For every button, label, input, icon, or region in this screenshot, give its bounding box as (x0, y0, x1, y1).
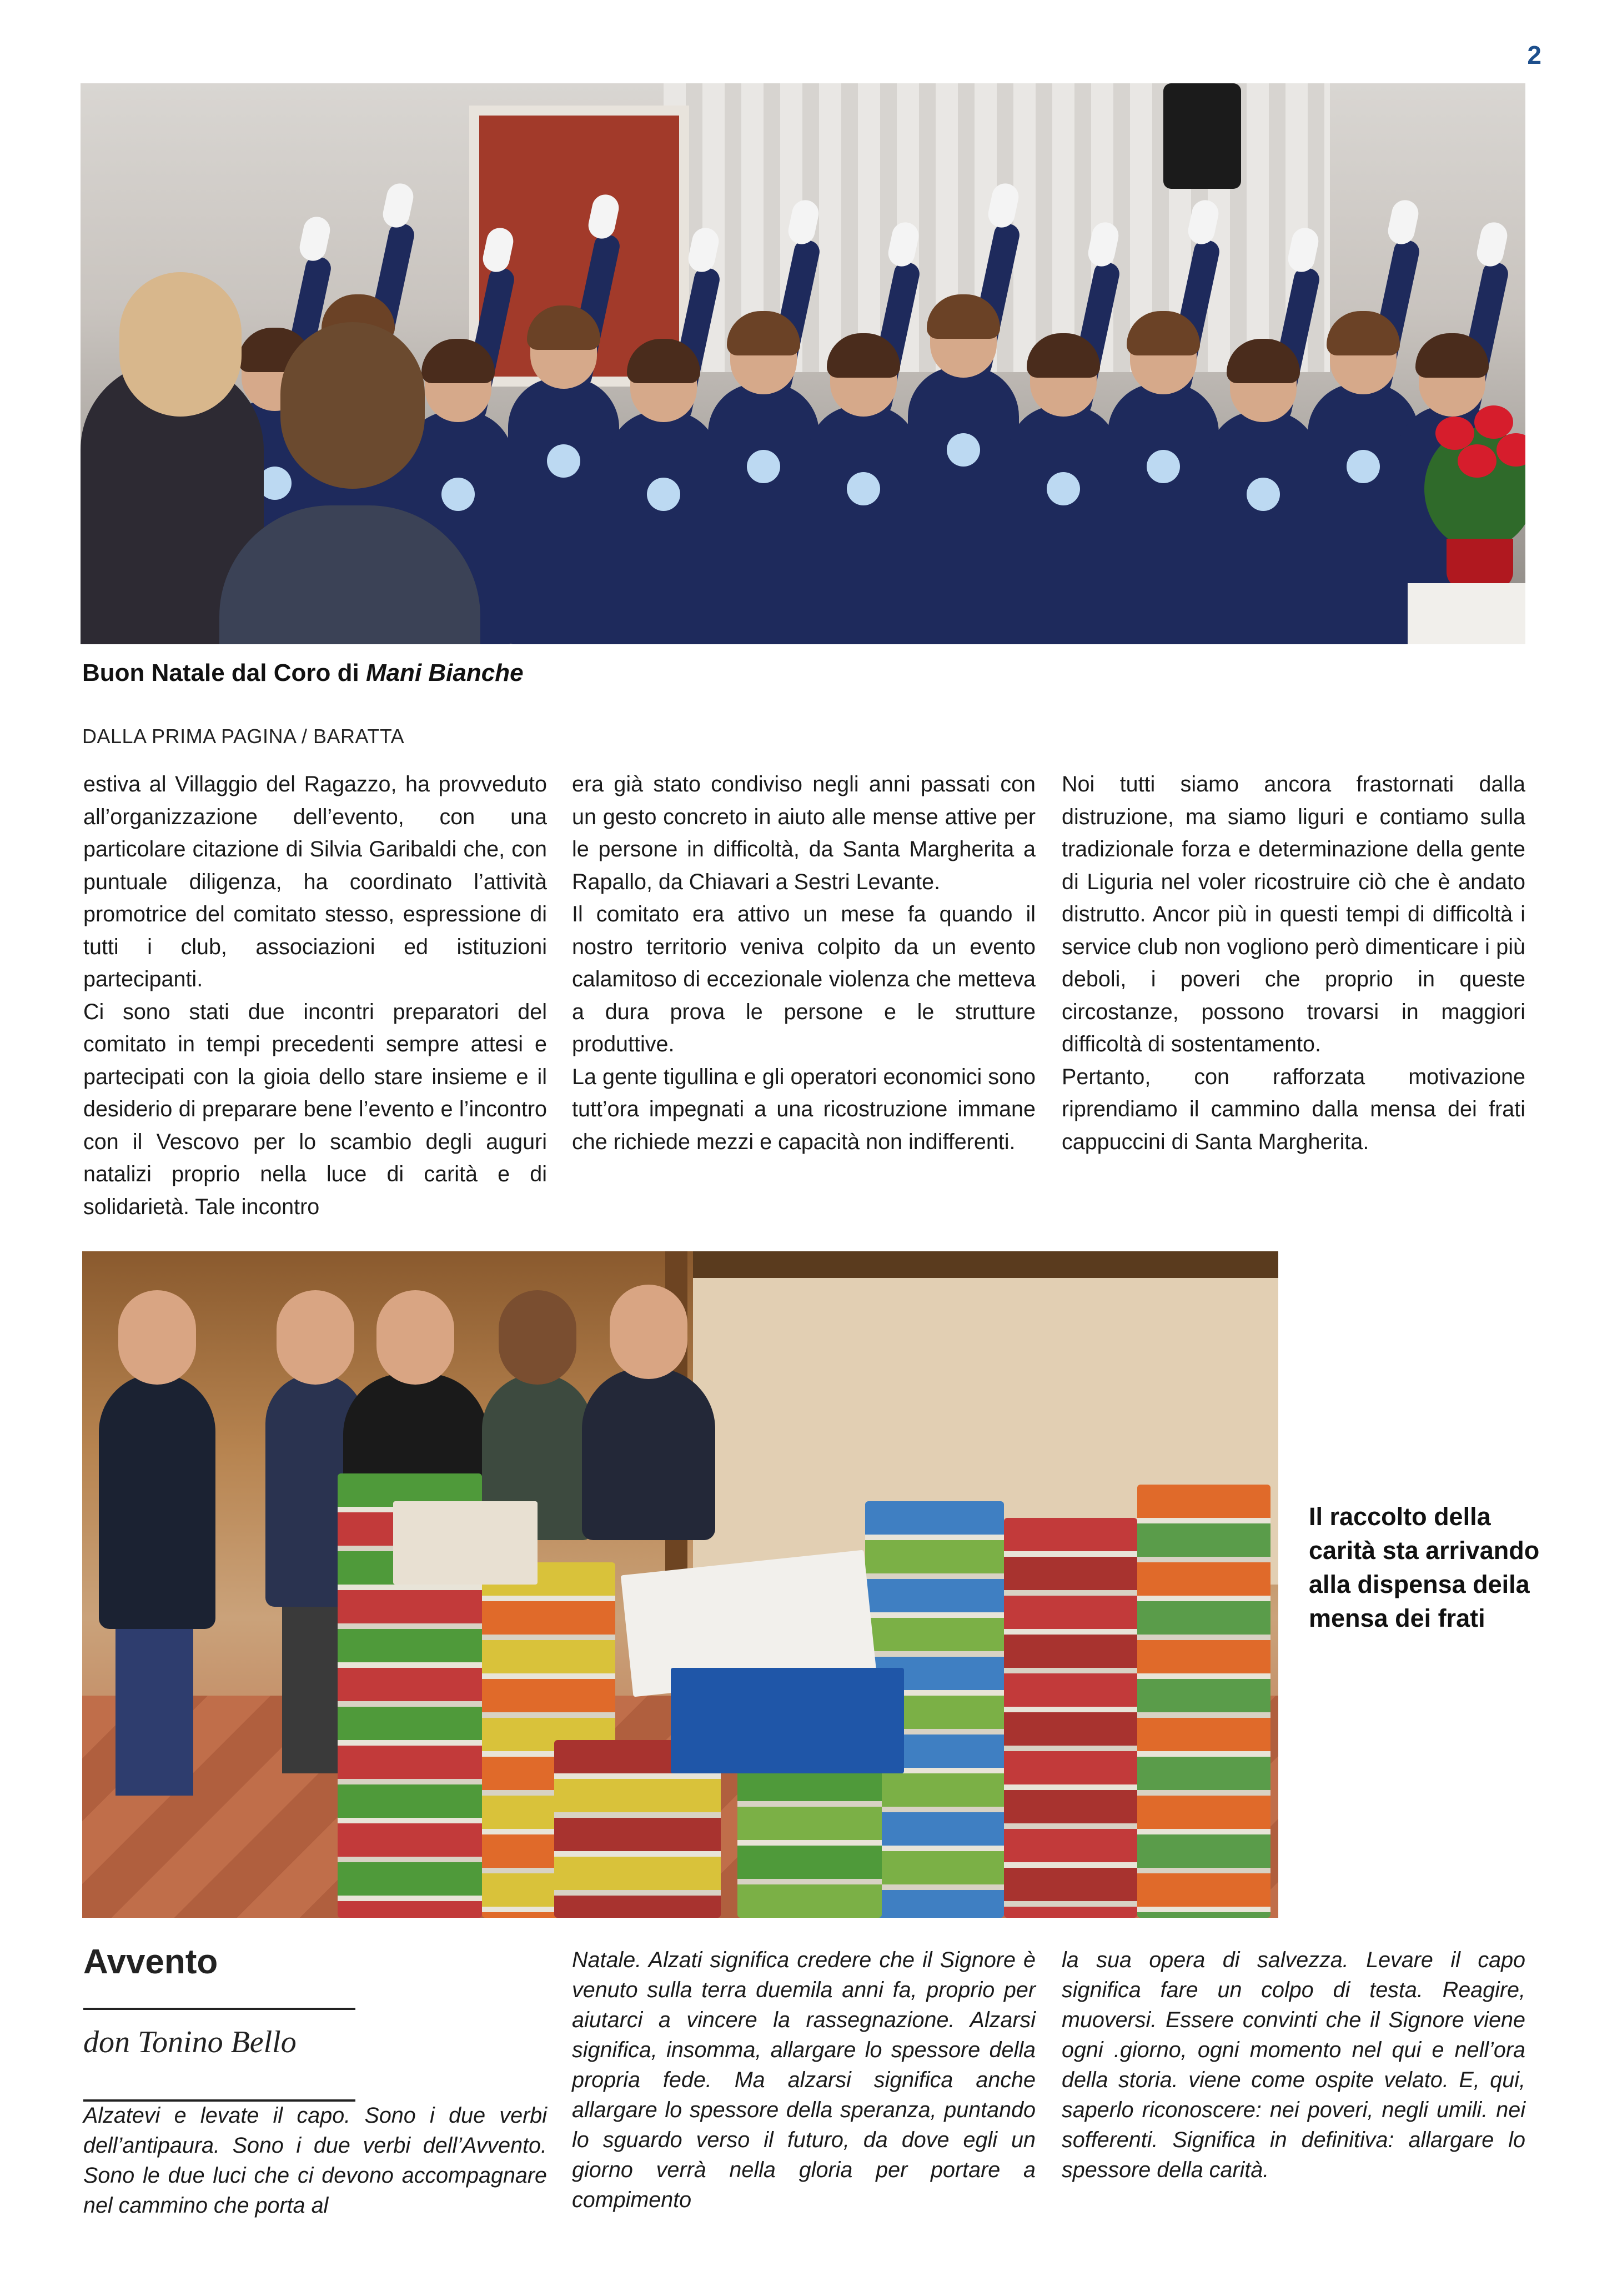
choir-child (1108, 383, 1219, 644)
choir-child (708, 383, 819, 644)
food-stack (1137, 1485, 1270, 1918)
pantry-photo (82, 1251, 1278, 1918)
avvento-column-1 (83, 2101, 547, 2220)
paragraph: Alzatevi e levate il capo. Sono i due verbi dell’antipaura. Sono i due verbi dell’Avvento. Sono le due luci che ci devono accompagnare nel cammino che porta al (83, 2103, 547, 2218)
paragraph: La gente tigullina e gli operatori economici sono tutt’ora impegnati a una ricostruzione immane che richiede mezzi e capacità non indifferenti. (572, 1064, 1036, 1154)
paragraph: estiva al Villaggio del Ragazzo, ha provveduto all’organizzazione dell’evento, con una particolare citazione di Silvia Garibaldi che, con puntuale diligenza, ha coordinato l’attività promotrice del comitato stesso, espressione di tutti i club, associazioni ed istituzioni partecipanti. (83, 772, 547, 991)
title-divider (83, 2008, 355, 2010)
paragraph: Pertanto, con rafforzata motivazione riprendiamo il cammino dalla mensa dei frati cappuccini di Santa Margherita. (1062, 1064, 1525, 1154)
choir-child (608, 411, 719, 644)
article-column-3 (1062, 768, 1525, 1158)
article-column-2 (572, 768, 1036, 1158)
page-number: 2 (1527, 41, 1541, 69)
paragraph: era già stato condiviso negli anni passati con un gesto concreto in aiuto alle mense attive per le persone in difficoltà, da Santa Margherita a Rapallo, da Chiavari a Sestri Levante. (572, 772, 1036, 894)
caption-choir-name: Mani Bianche (365, 659, 524, 686)
avvento-author: don Tonino Bello (83, 2025, 297, 2059)
paragraph: Noi tutti siamo ancora frastornati dalla distruzione, ma siamo liguri e contiamo sulla tradizionale forza e determinazione della gente di Liguria nel voler ricostruire ciò che è andato distrutto. Ancor più in questi tempi di difficoltà i service club non vogliono però dimenticare i più deboli, i poveri che proprio in queste circostanze, possono trovarsi in maggiori difficoltà di sostentamento. (1062, 772, 1525, 1056)
choir-photo (81, 83, 1525, 644)
caption-text: Buon Natale dal Coro di (82, 659, 359, 686)
choir-child (908, 367, 1019, 644)
article-kicker: DALLA PRIMA PAGINA / BARATTA (82, 725, 405, 748)
pantry-photo-caption: Il raccolto della carità sta arrivando alla dispensa deila mensa dei frati (1309, 1502, 1540, 1632)
avvento-column-2 (572, 1945, 1036, 2215)
choir-child (508, 378, 619, 644)
paragraph: Il comitato era attivo un mese fa quando il nostro territorio veniva colpito da un evento calamitoso di eccezionale violenza che metteva a dura prova le persone e le strutture produttive. (572, 902, 1036, 1056)
choir-child (1208, 411, 1319, 644)
paragraph: la sua opera di salvezza. Levare il capo significa fare un colpo di testa. Reagire, muoversi. Essere convinti che il Signore viene ogni .giorno, ogni momento nel qui e nell’ora della storia. viene come ospite velato. E, qui, saperlo riconoscere: nei poveri, negli umili. nei sofferenti. Significa in definitiva: allargare lo spessore della carità. (1062, 1948, 1525, 2182)
paragraph: Ci sono stati due incontri preparatori del comitato in tempi precedenti sempre attesi e partecipati con la gioia dello stare insieme e il desiderio di preparare bene l’evento e l’incontro con il Vescovo per lo scambio degli auguri natalizi proprio nella luce di carità e di solidarietà. Tale incontro (83, 999, 547, 1219)
food-stack (1004, 1518, 1137, 1918)
avvento-title: Avvento (83, 1943, 218, 1981)
avvento-column-3 (1062, 1945, 1525, 2185)
choir-child (1008, 405, 1119, 644)
article-column-1 (83, 768, 547, 1223)
paragraph: Natale. Alzati significa credere che il Signore è venuto sulla terra duemila anni fa, proprio per aiutarci a vincere la rassegnazione. Alzarsi significa, insomma, allargare lo spessore della propria fede. Ma alzarsi significa anche allargare lo spessore della speranza, puntando lo sguardo verso il futuro, da dove egli un giorno verrà nella gloria per portare a compimento (572, 1948, 1036, 2212)
choir-photo-caption (82, 659, 524, 687)
choir-child (808, 405, 919, 644)
